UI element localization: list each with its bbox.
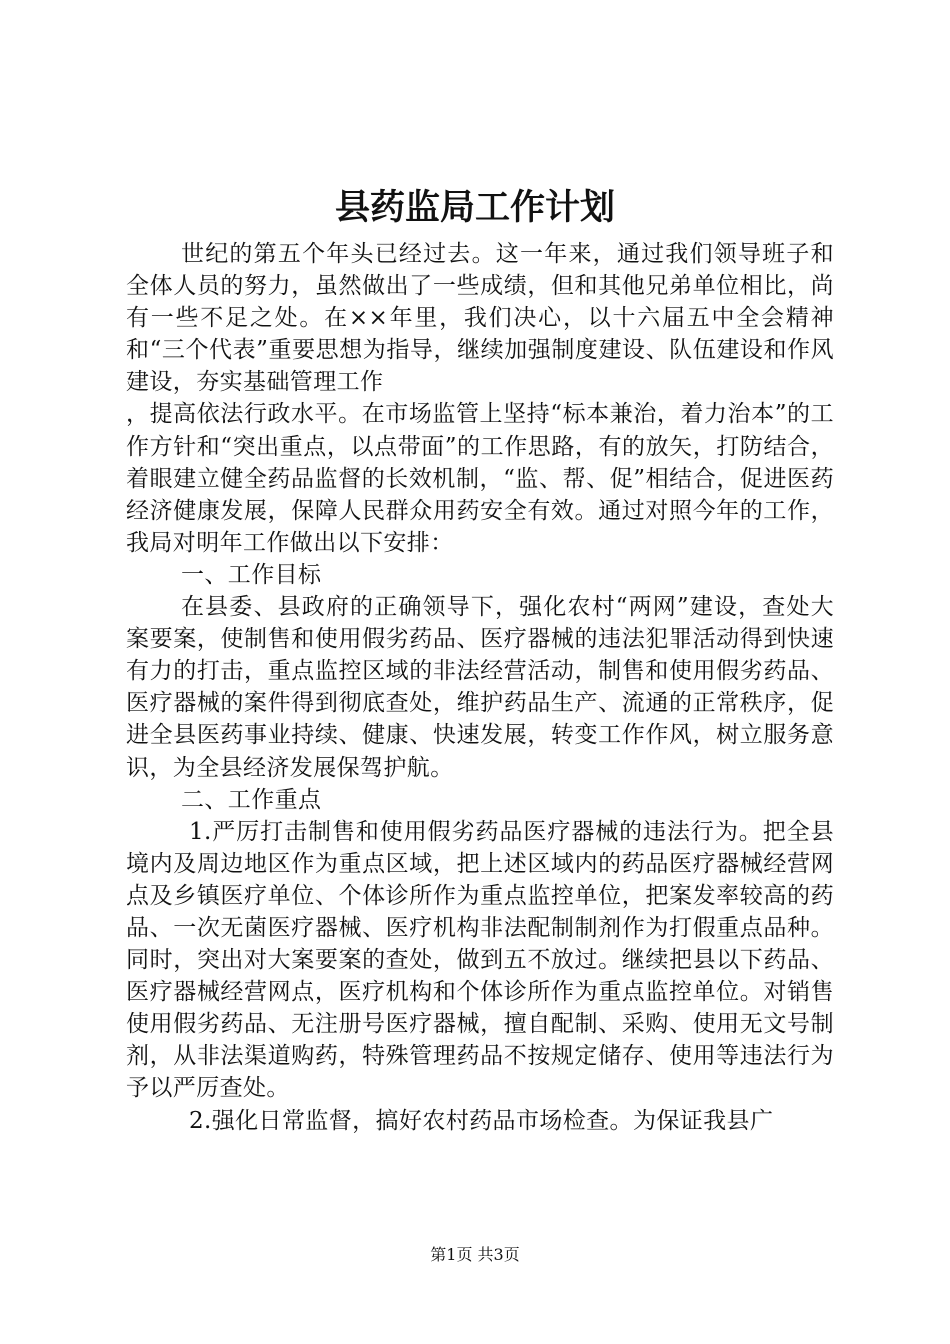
- document-title: 县药监局工作计划: [334, 187, 615, 228]
- document-body: [126, 238, 834, 1137]
- list-item-1: 1.严厉打击制售和使用假劣药品医疗器械的违法行为。把全县境内及周边地区作为重点区域，把上述区域内的药品医疗器械经营网点及乡镇医疗单位、个体诊所作为重点监控单位，把案发率较高的药品、一次无菌医疗器械、医疗机构非法配制制剂作为打假重点品种。同时，突出对大案要案的查处，做到五不放过。继续把县以下药品、医疗器械经营网点，医疗机构和个体诊所作为重点监控单位。对销售使用假劣药品、无注册号医疗器械，擅自配制、采购、使用无文号制剂，从非法渠道购药，特殊管理药品不按规定储存、使用等违法行为予以严厉查处。: [126, 818, 834, 1102]
- list-item-2: 2.强化日常监督，搞好农村药品市场检查。为保证我县广: [189, 1107, 774, 1134]
- paragraph-intro-continued: ，提高依法行政水平。在市场监管上坚持“标本兼治，着力治本”的工作方针和“突出重点，以点带面”的工作思路，有的放矢，打防结合，着眼建立健全药品监督的长效机制，“监、帮、促”相结合，促进医药经济健康发展，保障人民群众用药安全有效。通过对照今年的工作，我局对明年工作做出以下安排：: [126, 401, 834, 556]
- section-heading-goals: 一、工作目标: [181, 561, 322, 588]
- section-heading-priorities: 二、工作重点: [181, 786, 322, 813]
- page-number-footer: 第1页 共3页: [430, 1245, 520, 1264]
- paragraph-intro: 世纪的第五个年头已经过去。这一年来，通过我们领导班子和全体人员的努力，虽然做出了一些成绩，但和其他兄弟单位相比，尚有一些不足之处。在××年里，我们决心，以十六届五中全会精神和“三个代表”重要思想为指导，继续加强制度建设、队伍建设和作风建设，夯实基础管理工作: [126, 241, 834, 396]
- paragraph-goals: 在县委、县政府的正确领导下，强化农村“两网”建设，查处大案要案，使制售和使用假劣药品、医疗器械的违法犯罪活动得到快速有力的打击，重点监控区域的非法经营活动，制售和使用假劣药品、医疗器械的案件得到彻底查处，维护药品生产、流通的正常秩序，促进全县医药事业持续、健康、快速发展，转变工作作风，树立服务意识，为全县经济发展保驾护航。: [126, 594, 834, 781]
